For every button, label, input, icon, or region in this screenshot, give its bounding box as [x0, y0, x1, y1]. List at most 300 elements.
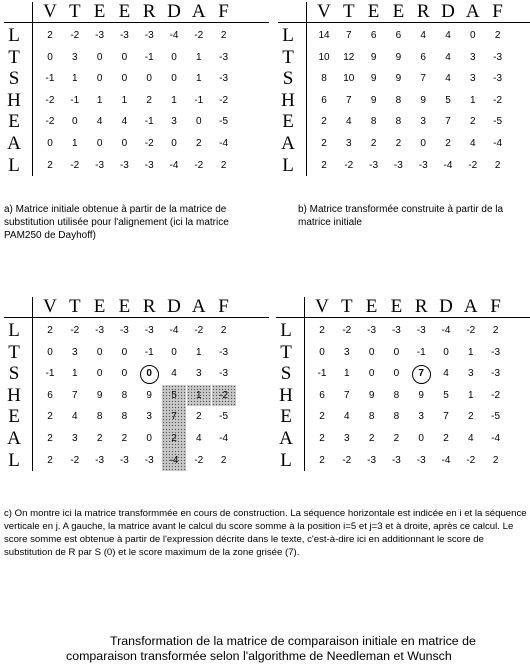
matrix-cell: 10 — [343, 73, 355, 85]
matrix-cell: -3 — [391, 454, 401, 466]
matrix-cell: 3 — [171, 116, 177, 128]
matrix-cell: -4 — [219, 138, 229, 149]
matrix-cell: 4 — [445, 51, 451, 63]
matrix-cell: -2 — [493, 94, 503, 106]
matrix-cell: 0 — [121, 73, 128, 85]
column-header: V — [315, 296, 329, 317]
matrix-cell: 3 — [344, 433, 350, 444]
row-label-divider — [32, 2, 33, 176]
matrix-cell: -3 — [491, 368, 501, 380]
matrix-cell: 4 — [470, 138, 476, 149]
matrix-cell: -3 — [493, 51, 503, 63]
header-divider — [4, 317, 269, 318]
matrix-cell: 2 — [47, 159, 53, 171]
matrix-cell: 2 — [321, 138, 327, 149]
cell-value: 7 — [418, 368, 424, 380]
matrix-cell: -3 — [119, 454, 129, 466]
matrix-cell: 2 — [121, 433, 128, 444]
row-label: L — [8, 320, 20, 341]
column-header: D — [167, 1, 181, 22]
column-header: E — [93, 1, 106, 22]
matrix-cell: -3 — [119, 30, 129, 41]
matrix-cell: 7 — [443, 411, 449, 423]
matrix-cell: 7 — [420, 73, 426, 85]
matrix-cell-shaded: -2 — [212, 385, 236, 407]
matrix-cell: -1 — [45, 368, 55, 380]
matrix-b — [278, 2, 530, 177]
matrix-cell: 2 — [220, 325, 227, 336]
matrix-cell: 3 — [72, 433, 78, 444]
matrix-cell: -5 — [219, 411, 229, 423]
matrix-cell: 9 — [370, 94, 377, 106]
column-header: F — [218, 1, 229, 22]
row-label: L — [280, 320, 292, 341]
matrix-cell: 1 — [72, 368, 78, 380]
matrix-cell: 0 — [146, 73, 152, 85]
column-header: F — [218, 296, 229, 317]
matrix-cell: 9 — [395, 51, 402, 63]
matrix-cell: -3 — [369, 159, 379, 171]
row-label: T — [8, 341, 20, 363]
matrix-cell: -4 — [491, 433, 501, 444]
matrix-cell-shaded: 5 — [162, 385, 186, 407]
matrix-cell: -3 — [219, 73, 229, 85]
matrix-cell: 1 — [196, 73, 202, 85]
matrix-cell: 0 — [171, 138, 177, 149]
matrix-cell: 0 — [47, 138, 53, 149]
matrix-cell: 1 — [72, 138, 78, 149]
matrix-cell: -3 — [493, 73, 503, 85]
matrix-cell: 2 — [47, 30, 53, 41]
matrix-cell-shaded: 1 — [187, 385, 211, 407]
matrix-cell: 9 — [420, 94, 426, 106]
column-header: V — [317, 1, 331, 22]
matrix-cell: -4 — [443, 159, 453, 171]
matrix-cell: -2 — [45, 94, 55, 106]
matrix-cell: -3 — [416, 325, 426, 336]
column-header: A — [463, 296, 478, 317]
cell-value: 0 — [146, 368, 152, 380]
matrix-cell: 0 — [368, 368, 375, 380]
matrix-cell: 2 — [319, 325, 325, 336]
matrix-cell: 2 — [47, 433, 53, 444]
column-header: T — [68, 296, 81, 317]
matrix-cell: -3 — [219, 368, 229, 380]
matrix-cell: -4 — [441, 325, 451, 336]
matrix-cell: 1 — [121, 94, 128, 106]
matrix-cell: 1 — [171, 94, 177, 106]
matrix-cell: -4 — [169, 325, 179, 336]
matrix-cell: 6 — [47, 389, 53, 401]
matrix-cell: -3 — [144, 454, 154, 466]
row-label: E — [8, 111, 20, 133]
matrix-cell: 1 — [196, 51, 202, 63]
matrix-cell: 0 — [121, 51, 128, 63]
column-header: T — [342, 1, 355, 22]
matrix-cell: -1 — [70, 94, 80, 106]
matrix-cell: 4 — [346, 116, 352, 128]
matrix-cell: 0 — [418, 433, 424, 444]
matrix-cell: -2 — [144, 138, 154, 149]
caption-a: a) Matrice initiale obtenue à partir de la matrice de substitution utilisée pour l'alignement (ici la matrice PAM250 de Dayhoff) — [4, 204, 229, 241]
matrix-cell: 7 — [445, 116, 451, 128]
matrix-cell: 0 — [146, 433, 152, 444]
row-label: A — [279, 428, 293, 449]
matrix-cell: 8 — [393, 411, 400, 423]
matrix-cell: 10 — [318, 51, 330, 63]
matrix-cell: 1 — [196, 346, 202, 358]
matrix-cell: -5 — [219, 116, 229, 128]
matrix-cell: -2 — [491, 389, 501, 401]
row-label: E — [280, 406, 292, 428]
matrix-cell: 3 — [346, 138, 352, 149]
matrix-cell: 0 — [470, 30, 476, 41]
matrix-cell: 6 — [321, 94, 327, 106]
matrix-cell: 2 — [494, 30, 501, 41]
column-header: E — [390, 296, 403, 317]
row-label: L — [282, 154, 294, 176]
matrix-cell: 4 — [72, 411, 78, 423]
column-header: R — [414, 296, 428, 317]
matrix-cell: -2 — [344, 159, 354, 171]
matrix-cell: 8 — [121, 411, 128, 423]
matrix-cell: 8 — [321, 73, 327, 85]
matrix-cell: -3 — [119, 159, 129, 171]
matrix-c-left — [4, 297, 269, 472]
matrix-cell: 2 — [393, 433, 400, 444]
matrix-cell: -3 — [367, 325, 377, 336]
matrix-cell: -2 — [70, 30, 80, 41]
row-label: T — [282, 46, 294, 68]
matrix-cell-shaded: -4 — [162, 450, 186, 472]
matrix-cell: 2 — [196, 411, 202, 423]
matrix-cell: -4 — [493, 138, 503, 149]
matrix-cell: -1 — [317, 368, 327, 380]
matrix-cell: -1 — [194, 94, 204, 106]
header-divider — [4, 22, 269, 23]
matrix-cell: 0 — [96, 346, 103, 358]
column-header: D — [439, 296, 453, 317]
matrix-cell: -3 — [95, 159, 105, 171]
matrix-cell: 4 — [96, 116, 103, 128]
matrix-cell: 3 — [344, 346, 350, 358]
row-label: T — [8, 46, 20, 68]
matrix-cell: 5 — [445, 94, 451, 106]
row-label: L — [8, 449, 20, 471]
row-label: H — [7, 89, 21, 111]
matrix-cell: -3 — [393, 159, 403, 171]
matrix-cell: -3 — [144, 159, 154, 171]
matrix-cell: -3 — [416, 454, 426, 466]
row-label: S — [8, 68, 20, 90]
matrix-cell: 3 — [470, 73, 476, 85]
column-header: F — [492, 1, 503, 22]
row-label: E — [8, 406, 20, 428]
column-header: E — [118, 296, 131, 317]
matrix-cell: 8 — [121, 389, 128, 401]
matrix-cell: -1 — [144, 346, 154, 358]
matrix-cell: 8 — [395, 94, 402, 106]
matrix-cell: 4 — [445, 73, 451, 85]
matrix-cell: -2 — [70, 454, 80, 466]
matrix-cell: -5 — [493, 116, 503, 128]
matrix-cell: 2 — [492, 454, 499, 466]
matrix-cell: 0 — [171, 346, 177, 358]
column-header: V — [43, 296, 57, 317]
matrix-cell: 7 — [346, 94, 352, 106]
matrix-cell: 6 — [395, 30, 402, 41]
column-header: E — [367, 1, 380, 22]
row-label: E — [282, 111, 294, 133]
matrix-cell: 3 — [468, 368, 474, 380]
row-label: A — [281, 133, 295, 154]
column-header: F — [490, 296, 501, 317]
matrix-cell: 0 — [96, 368, 103, 380]
matrix-cell: -4 — [169, 159, 179, 171]
matrix-cell: 1 — [96, 94, 103, 106]
matrix-cell: 0 — [393, 346, 400, 358]
matrix-cell: 9 — [96, 389, 103, 401]
matrix-cell: 2 — [220, 159, 227, 171]
matrix-cell: 2 — [321, 116, 327, 128]
figure-title-line-2: comparaison transformée selon l'algorithme de Needleman et Wunsch — [66, 649, 452, 663]
matrix-cell: 0 — [443, 346, 449, 358]
row-label-divider — [306, 2, 307, 176]
row-label-divider — [304, 297, 305, 471]
matrix-cell: 12 — [343, 51, 355, 63]
matrix-cell: -3 — [95, 30, 105, 41]
matrix-cell: 2 — [96, 433, 103, 444]
matrix-cell: -3 — [144, 30, 154, 41]
matrix-cell: 4 — [420, 30, 426, 41]
matrix-cell: 9 — [368, 389, 375, 401]
matrix-cell: -1 — [45, 73, 55, 85]
matrix-cell: -5 — [491, 411, 501, 423]
matrix-cell: 3 — [72, 51, 78, 63]
matrix-cell: 14 — [318, 30, 330, 41]
matrix-cell: 2 — [220, 30, 227, 41]
column-header: R — [416, 1, 430, 22]
matrix-cell: 0 — [47, 51, 53, 63]
matrix-cell: 4 — [121, 116, 128, 128]
matrix-cell: 9 — [146, 389, 152, 401]
column-header: A — [191, 296, 206, 317]
matrix-cell: -2 — [342, 325, 352, 336]
matrix-cell: -2 — [468, 159, 478, 171]
matrix-cell: -4 — [169, 30, 179, 41]
row-label: S — [282, 68, 294, 90]
matrix-cell: -2 — [194, 159, 204, 171]
matrix-cell-circled — [409, 363, 433, 385]
matrix-cell: -3 — [95, 325, 105, 336]
matrix-cell: 2 — [47, 411, 53, 423]
matrix-cell: 8 — [370, 116, 377, 128]
figure-title — [60, 634, 530, 664]
matrix-cell: 0 — [121, 368, 128, 380]
matrix-cell: 0 — [393, 368, 400, 380]
matrix-cell: 3 — [72, 346, 78, 358]
caption-b: b) Matrice transformée construite à partir de la matrice initiale — [298, 204, 504, 228]
row-label: T — [280, 341, 292, 363]
matrix-cell: 2 — [146, 94, 152, 106]
matrix-cell: 4 — [443, 368, 449, 380]
row-label: H — [281, 89, 295, 111]
row-label: A — [7, 133, 21, 154]
matrix-cell: 2 — [395, 138, 402, 149]
matrix-cell: -2 — [466, 325, 476, 336]
matrix-cell: 1 — [72, 73, 78, 85]
matrix-cell: -4 — [219, 433, 229, 444]
column-header: A — [191, 1, 206, 22]
matrix-cell: -3 — [95, 454, 105, 466]
row-label: L — [282, 25, 294, 46]
matrix-cell: 4 — [196, 433, 202, 444]
matrix-cell: 3 — [196, 368, 202, 380]
matrix-cell: -3 — [391, 325, 401, 336]
matrix-cell: 0 — [171, 73, 177, 85]
column-header: E — [365, 296, 378, 317]
header-divider — [278, 22, 530, 23]
row-label: L — [8, 154, 20, 176]
matrix-cell: 2 — [494, 159, 501, 171]
matrix-cell: 9 — [395, 73, 402, 85]
matrix-cell: -4 — [441, 454, 451, 466]
row-label-divider — [32, 297, 33, 471]
matrix-cell: 3 — [418, 411, 424, 423]
matrix-cell: 8 — [395, 116, 402, 128]
matrix-cell: -2 — [70, 325, 80, 336]
column-header: E — [392, 1, 405, 22]
matrix-cell: 8 — [96, 411, 103, 423]
matrix-cell-circled — [137, 363, 161, 385]
matrix-cell: 2 — [468, 411, 474, 423]
matrix-cell: -1 — [144, 116, 154, 128]
matrix-cell: 0 — [96, 138, 103, 149]
matrix-cell: -1 — [144, 51, 154, 63]
matrix-cell: -3 — [219, 346, 229, 358]
column-header: T — [340, 296, 353, 317]
matrix-cell: 8 — [393, 389, 400, 401]
matrix-cell: 2 — [319, 411, 325, 423]
matrix-cell: -3 — [119, 325, 129, 336]
matrix-cell: -3 — [144, 325, 154, 336]
matrix-cell: 0 — [368, 346, 375, 358]
matrix-cell: 0 — [96, 73, 103, 85]
matrix-cell-shaded: 2 — [162, 428, 186, 450]
matrix-cell: 2 — [220, 454, 227, 466]
column-header: V — [43, 1, 57, 22]
matrix-cell: -2 — [45, 116, 55, 128]
matrix-cell: 9 — [370, 73, 377, 85]
matrix-cell: -2 — [194, 325, 204, 336]
matrix-cell: -2 — [70, 159, 80, 171]
column-header: A — [465, 1, 480, 22]
matrix-cell: 7 — [344, 389, 350, 401]
matrix-cell: -3 — [367, 454, 377, 466]
matrix-cell: 2 — [368, 433, 375, 444]
matrix-cell: 3 — [146, 411, 152, 423]
matrix-cell: -3 — [219, 51, 229, 63]
matrix-cell: 1 — [470, 94, 476, 106]
matrix-cell: 0 — [196, 116, 202, 128]
matrix-cell: 7 — [346, 30, 352, 41]
row-label: S — [280, 363, 292, 385]
matrix-cell: 0 — [420, 138, 426, 149]
matrix-cell: 0 — [121, 346, 128, 358]
matrix-cell: 0 — [319, 346, 325, 358]
matrix-cell: -2 — [219, 94, 229, 106]
matrix-cell: 2 — [321, 159, 327, 171]
matrix-cell: 6 — [420, 51, 426, 63]
matrix-cell: 2 — [47, 325, 53, 336]
column-header: T — [68, 1, 81, 22]
matrix-cell: 3 — [420, 116, 426, 128]
matrix-cell-shaded: 7 — [162, 406, 186, 428]
matrix-c-right — [276, 297, 530, 472]
row-label: L — [280, 449, 292, 471]
row-label: H — [279, 384, 293, 406]
matrix-cell: -2 — [342, 454, 352, 466]
matrix-cell: 1 — [468, 346, 474, 358]
row-label: S — [8, 363, 20, 385]
matrix-cell: 7 — [72, 389, 78, 401]
row-label: L — [8, 25, 20, 46]
matrix-cell: 5 — [443, 389, 449, 401]
matrix-cell: 8 — [368, 411, 375, 423]
matrix-cell: 0 — [171, 51, 177, 63]
column-header: R — [142, 1, 156, 22]
matrix-cell: 2 — [319, 454, 325, 466]
caption-c: c) On montre ici la matrice transformmée en cours de construction. La séquence horizontale est indicée en i et la séquence verticale en j. A gauche, la matrice avant le calcul du score somme à la position i=5 et j=3 et à droite, après ce calcul. Le score somme est obtenue à partir de l'expression décrite dans le texte, c'est-à-dire ici en additionnant le score de substitution de R par S (0) et le score maximum de la zone grisée (7). — [4, 508, 527, 558]
matrix-cell: -2 — [466, 454, 476, 466]
matrix-cell: 2 — [370, 138, 377, 149]
matrix-cell: 1 — [344, 368, 350, 380]
matrix-cell: 1 — [468, 389, 474, 401]
matrix-cell: 2 — [492, 325, 499, 336]
matrix-cell: 2 — [445, 138, 451, 149]
matrix-cell: 2 — [319, 433, 325, 444]
row-label: H — [7, 384, 21, 406]
matrix-cell: 0 — [121, 138, 128, 149]
matrix-cell: 4 — [171, 368, 177, 380]
header-divider — [276, 317, 530, 318]
matrix-cell: 4 — [344, 411, 350, 423]
matrix-cell: -3 — [491, 346, 501, 358]
matrix-cell: 2 — [470, 116, 476, 128]
matrix-cell: 0 — [96, 51, 103, 63]
column-header: D — [167, 296, 181, 317]
matrix-cell: 9 — [418, 389, 424, 401]
column-header: E — [118, 1, 131, 22]
matrix-cell: 2 — [443, 433, 449, 444]
column-header: D — [441, 1, 455, 22]
matrix-cell: 4 — [468, 433, 474, 444]
matrix-cell: 2 — [47, 454, 53, 466]
matrix-cell: 9 — [370, 51, 377, 63]
matrix-cell: 0 — [47, 346, 53, 358]
matrix-cell: -2 — [194, 454, 204, 466]
matrix-cell: 3 — [470, 51, 476, 63]
matrix-cell: -3 — [418, 159, 428, 171]
matrix-a — [4, 2, 269, 177]
matrix-cell: -1 — [416, 346, 426, 358]
matrix-cell: 2 — [196, 138, 202, 149]
matrix-cell: 6 — [319, 389, 325, 401]
matrix-cell: 6 — [370, 30, 377, 41]
matrix-cell: -2 — [194, 30, 204, 41]
column-header: E — [93, 296, 106, 317]
column-header: R — [142, 296, 156, 317]
